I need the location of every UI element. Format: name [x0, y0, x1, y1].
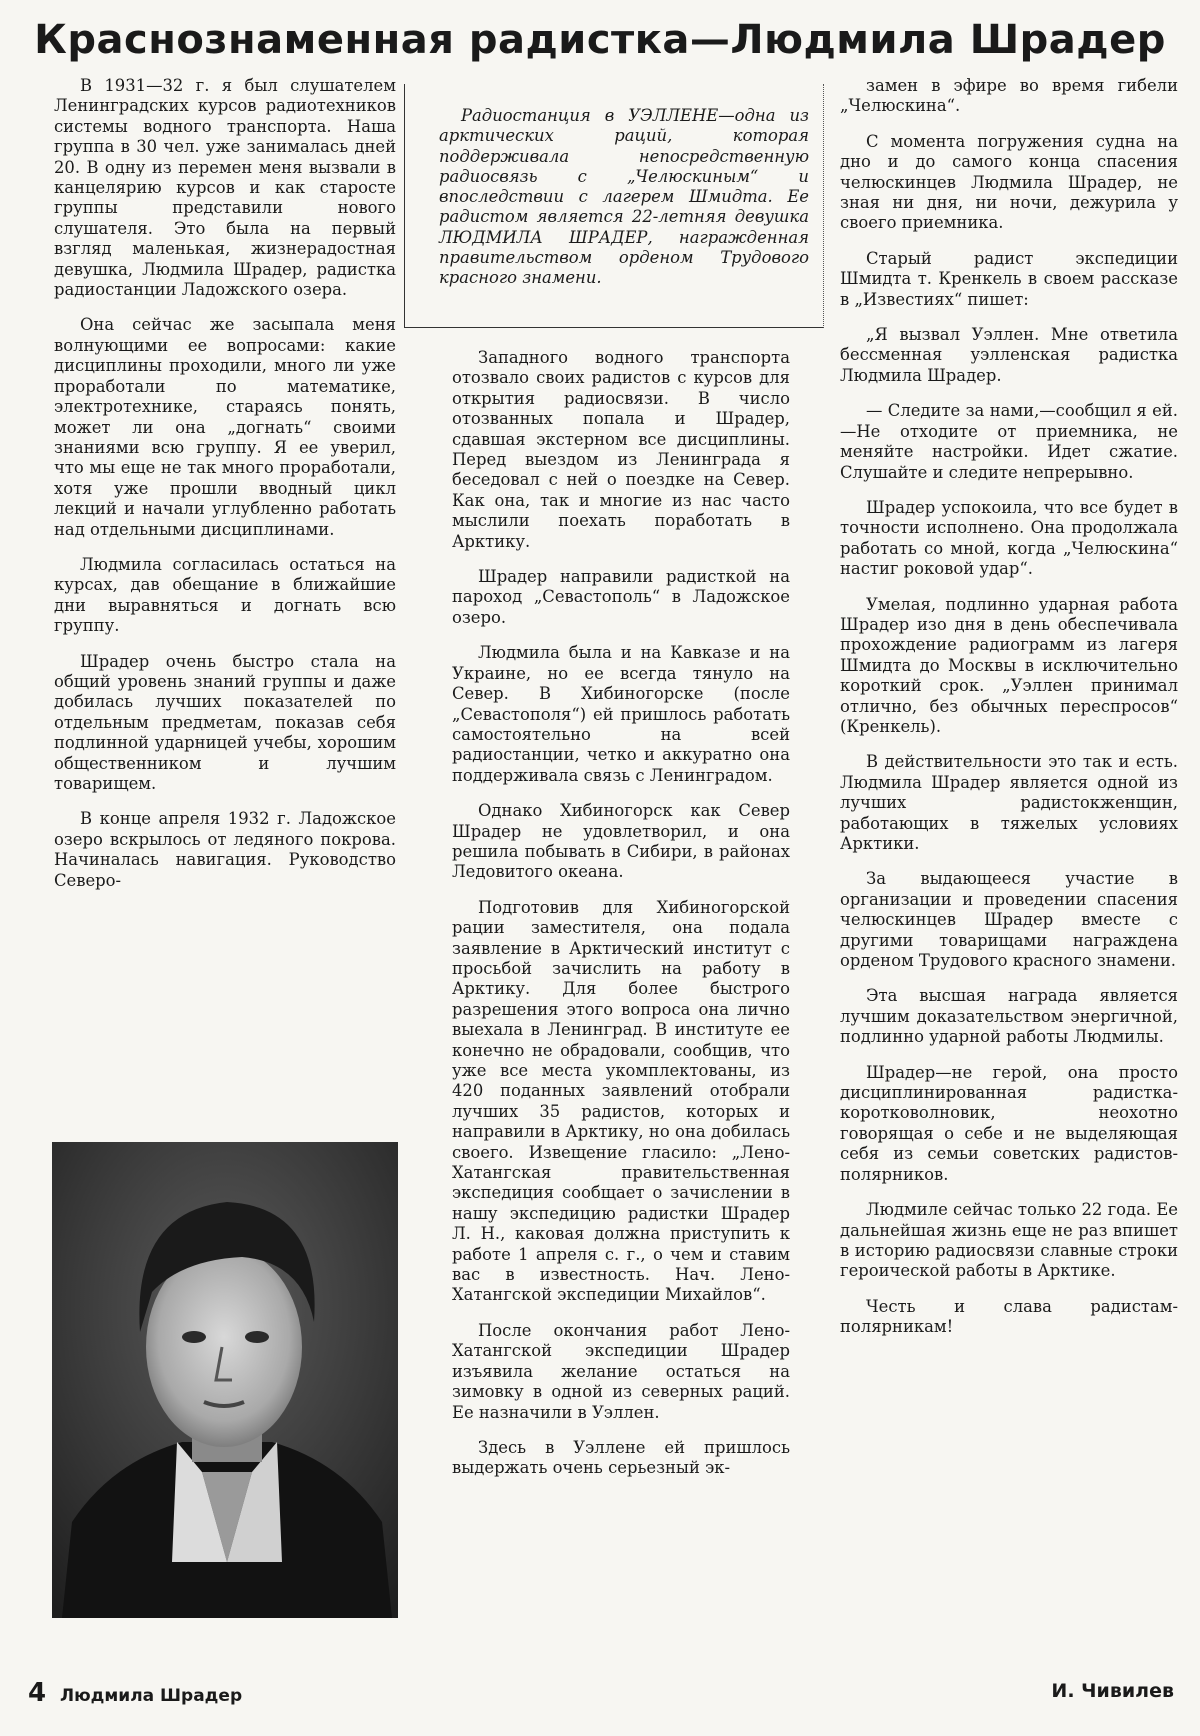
paragraph: В действительности это так и есть. Людмила Шрадер является одной из лучших радистокженщин, работающих в тяжелых условиях Арктики.: [840, 752, 1178, 853]
column-2: [452, 348, 790, 1494]
paragraph: После окончания работ Лено-Хатангской экспедиции Шрадер изъявила желание остаться на зимовку в одной из северных раций. Ее назначили в Уэллен.: [452, 1320, 790, 1422]
article-title: Краснознаменная радистка—Людмила Шрадер: [34, 17, 1166, 63]
paragraph: За выдающееся участие в организации и проведении спасения челюскинцев Шрадер вместе с другими товарищами награждена орденом Трудового красного знамени.: [840, 869, 1178, 971]
paragraph: Шрадер направили радисткой на пароход „Севастополь“ в Ладожское озеро.: [452, 567, 790, 627]
paragraph: Шрадер—не герой, она просто дисциплинированная радистка-коротковолновик, неохотно говорящая о себе и не выделяющая себя из семьи советских радистов-полярников.: [840, 1062, 1178, 1184]
paragraph: — Следите за нами,—сообщил я ей.—Не отходите от приемника, не меняйте настройки. Идет сжатие. Слушайте и следите непрерывно.: [840, 401, 1178, 482]
column-1: [54, 76, 396, 906]
paragraph: „Я вызвал Уэллен. Мне ответила бессменная уэлленская радистка Людмила Шрадер.: [840, 325, 1178, 385]
paragraph: Эта высшая награда является лучшим доказательством энергичной, подлинно ударной работы Людмилы.: [840, 986, 1178, 1047]
paragraph: В конце апреля 1932 г. Ладожское озеро вскрылось от ледяного покрова. Начиналась навигация. Руководство Северо-: [54, 809, 396, 890]
paragraph: Людмиле сейчас только 22 года. Ее дальнейшая жизнь еще не раз впишет в историю радиосвязи славные строки героической работы в Арктике.: [840, 1200, 1178, 1281]
paragraph: замен в эфире во время гибели „Челюскина“.: [840, 76, 1178, 116]
paragraph: С момента погружения судна на дно и до самого конца спасения челюскинцев Людмила Шрадер, не зная ни дня, ни ночи, дежурила у своего приемника.: [840, 131, 1178, 233]
paragraph: Людмила была и на Кавказе и на Украине, но ее всегда тянуло на Север. В Хибиногорске (после „Севастополя“) ей пришлось работать самостоятельно на всей радиостанции, четко и аккуратно она поддерживала связь с Ленинградом.: [452, 643, 790, 785]
page-number: 4: [28, 1678, 47, 1708]
paragraph: Шрадер успокоила, что все будет в точности исполнено. Она продолжала работать со мной, когда „Челюскина“ настиг роковой удар“.: [840, 497, 1178, 579]
portrait-photo: [52, 1142, 398, 1618]
paragraph: Однако Хибиногорск как Север Шрадер не удовлетворил, и она решила побывать в Сибири, в районах Ледовитого океана.: [452, 801, 790, 882]
paragraph: В 1931—32 г. я был слушателем Ленинградских курсов радиотехников системы водного транспорта. Наша группа в 30 чел. уже занималась дней 20. В одну из перемен меня вызвали в канцелярию курсов и как старосте группы представили нового слушателя. Это была на первый взгляд маленькая, жизнерадостная девушка, Людмила Шрадер, радистка радиостанции Ладожского озера.: [54, 76, 396, 300]
paragraph: Шрадер очень быстро стала на общий уровень знаний группы и даже добилась лучших показателей по отдельным предметам, показав себя подлинной ударницей учебы, хорошим общественником и лучшим товарищем.: [54, 651, 396, 793]
sidebar-box: [404, 84, 824, 328]
photo-caption: Людмила Шрадер: [60, 1686, 243, 1706]
sidebar-box-text: Радиостанция в УЭЛЛЕНЕ—одна из арктических раций, которая поддерживала непосредственную радиосвязь с „Челюскиным“ и впоследствии с лагерем Шмидта. Ее радистом является 22-летняя девушка ЛЮДМИЛА ШРАДЕР, награжденная правительством орденом Трудового красного знамени.: [439, 106, 809, 288]
paragraph: Подготовив для Хибиногорской рации заместителя, она подала заявление в Арктический институт с просьбой зачислить на работу в Арктику. Для более быстрого разрешения этого вопроса она лично выехала в Ленинград. В институте ее конечно не обрадовали, сообщив, что уже все места укомплектованы, из 420 поданных заявлений отобрали лучших 35 радистов, которых и направили в Арктику, но она добилась своего. Извещение гласило: „Лено-Хатангская правительственная экспедиция сообщает о зачислении в нашу экспедицию радистки Шрадер Л. Н., каковая должна приступить к работе 1 апреля с. г., о чем и ставим вас в известность. Нач. Лено-Хатангской экспедиции Михайлов“.: [452, 897, 790, 1305]
column-3: [840, 76, 1178, 1353]
paragraph: Она сейчас же засыпала меня волнующими ее вопросами: какие дисциплины проходили, много ли уже проработали по математике, электротехнике, стараясь понять, может ли она „догнать“ своими знаниями всю группу. Я ее уверил, что мы еще не так много проработали, хотя уже прошли вводный цикл лекций и начали углубленно работать над отдельными дисциплинами.: [54, 315, 396, 539]
paragraph: Западного водного транспорта отозвало своих радистов с курсов для открытия радиосвязи. В число отозванных попала и Шрадер, сдавшая экстерном все дисциплины. Перед выездом из Ленинграда я беседовал с ней о поездке на Север. Как она, так и многие из нас часто мыслили поехать поработать в Арктику.: [452, 348, 790, 551]
paragraph: Здесь в Уэллене ей пришлось выдержать очень серьезный эк-: [452, 1437, 790, 1478]
paragraph: Умелая, подлинно ударная работа Шрадер изо дня в день обеспечивала прохождение радиограмм из лагеря Шмидта до Москвы в исключительно короткий срок. „Уэллен принимал отлично, без обычных переспросов“ (Кренкель).: [840, 594, 1178, 736]
paragraph: Честь и слава радистам-полярникам!: [840, 1296, 1178, 1337]
author-signature: И. Чивилев: [1051, 1680, 1174, 1702]
paragraph: Людмила согласилась остаться на курсах, дав обещание в ближайшие дни выравняться и догнать всю группу.: [54, 554, 396, 636]
paragraph: Старый радист экспедиции Шмидта т. Кренкель в своем рассказе в „Известиях“ пишет:: [840, 248, 1178, 309]
portrait-illustration: [52, 1142, 398, 1618]
page-footer: [28, 1678, 242, 1708]
